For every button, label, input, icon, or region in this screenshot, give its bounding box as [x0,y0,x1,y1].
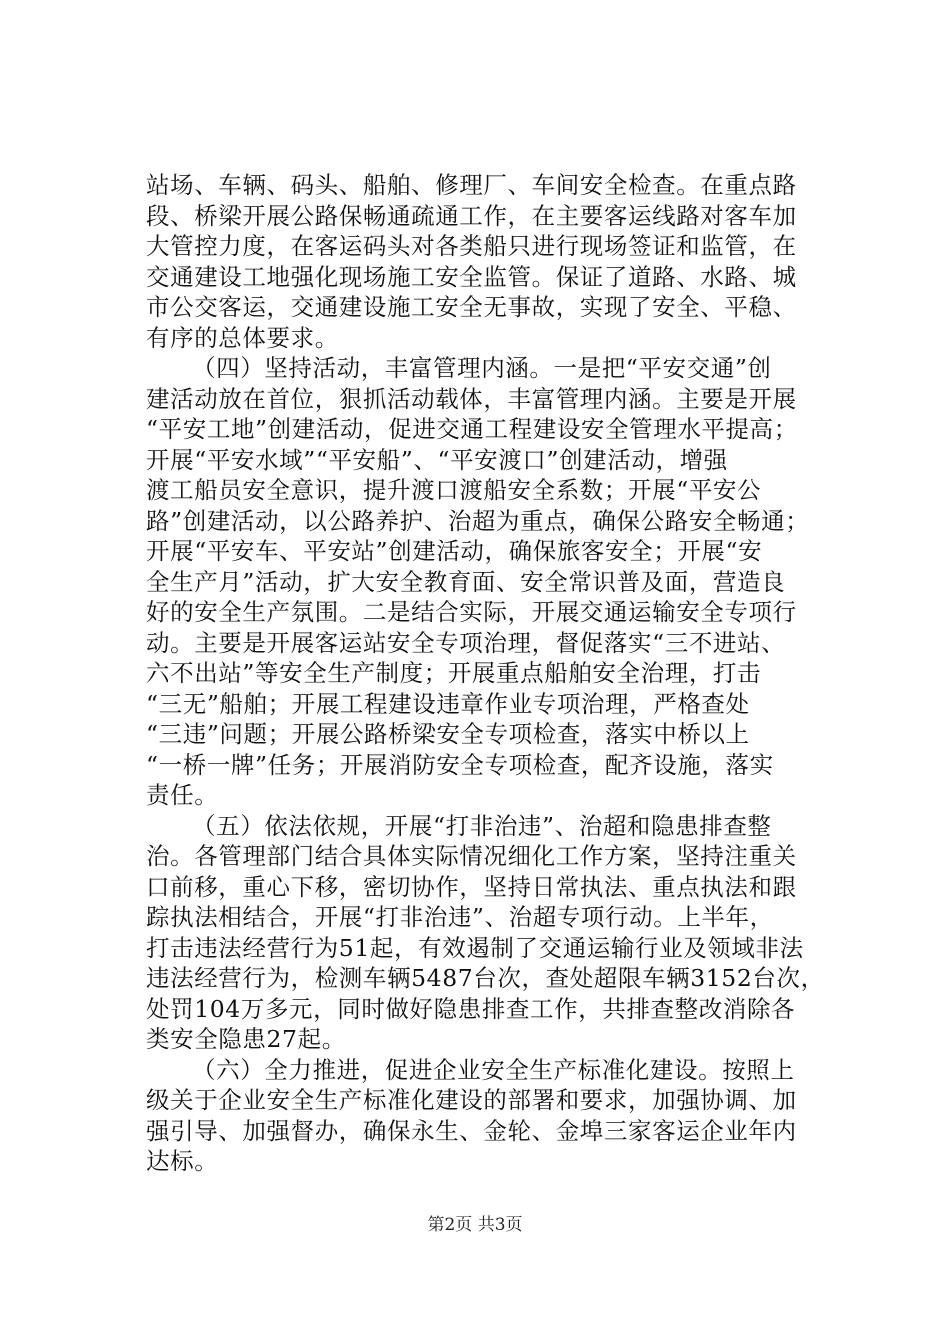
text-line: 路”创建活动，以公路养护、治超为重点，确保公路安全畅通； [146,506,810,535]
text-line: 段、桥梁开展公路保畅通疏通工作，在主要客运线路对客车加 [146,201,797,230]
text-line: 渡工船员安全意识，提升渡口渡船安全系数；开展“平安公 [146,476,762,504]
text-line: 全生产月”活动，扩大安全教育面、安全常识普及面，营造良 [146,567,786,596]
text-line: “三无”船舶；开展工程建设违章作业专项治理，严格查处 [146,689,750,718]
section-four-heading-line: （四）坚持活动，丰富管理内涵。一是把“平安交通”创 [192,354,772,382]
text-line: 责任。 [146,781,219,809]
text-line: 违法经营行为，检测车辆5487台次，查处超限车辆3152台次， [146,964,825,992]
text-line: 六不出站”等安全生产制度；开展重点船舶安全治理，打击 [146,659,762,687]
text-line: 建活动放在首位，狠抓活动载体，丰富管理内涵。主要是开展 [146,384,797,413]
text-line: “一桥一牌”任务；开展消防安全专项检查，配齐设施，落实 [146,750,774,779]
text-line: 处罚104万多元，同时做好隐患排查工作，共排查整改消除各 [146,994,796,1023]
section-six-heading-line: （六）全力推进，促进企业安全生产标准化建设。按照上 [192,1055,795,1084]
text-line: “三违”问题；开展公路桥梁安全专项检查，落实中桥以上 [146,720,750,748]
text-line: 强引导、加强督办，确保永生、金轮、金埠三家客运企业年内 [146,1116,797,1145]
text-line: 市公交客运，交通建设施工安全无事故，实现了安全、平稳、 [146,293,797,321]
text-line: “平安工地”创建活动，促进交通工程建设安全管理水平提高； [146,415,798,443]
text-line: 开展“平安车、平安站”创建活动，确保旅客安全；开展“安 [146,537,763,565]
text-line: 好的安全生产氛围。二是结合实际，开展交通运输安全专项行 [146,598,797,626]
text-line: 口前移，重心下移，密切协作，坚持日常执法、重点执法和跟 [146,872,797,901]
text-line: 开展“平安水域”“平安船”、“平安渡口”创建活动，增强 [146,445,728,474]
text-line: 达标。 [146,1147,219,1175]
text-line: 级关于企业安全生产标准化建设的部署和要求，加强协调、加 [146,1086,797,1114]
page-footer: 第2页 共3页 [427,1215,523,1235]
text-line: 大管控力度，在客运码头对各类船只进行现场签证和监管，在 [146,232,797,260]
text-line: 类安全隐患27起。 [146,1025,346,1053]
text-line: 站场、车辆、码头、船舶、修理厂、车间安全检查。在重点路 [146,171,797,199]
section-five-heading-line: （五）依法依规，开展“打非治违”、治超和隐患排查整 [192,811,772,840]
text-line: 踪执法相结合，开展“打非治违”、治超专项行动。上半年， [146,903,774,931]
text-line: 治。各管理部门结合具体实际情况细化工作方案，坚持注重关 [146,842,797,870]
text-line: 打击违法经营行为51起，有效遏制了交通运输行业及领域非法 [146,933,804,962]
text-line: 有序的总体要求。 [146,323,339,352]
text-line: 动。主要是开展客运站安全专项治理，督促落实“三不进站、 [146,628,786,657]
text-line: 交通建设工地强化现场施工安全监管。保证了道路、水路、城 [146,262,797,291]
